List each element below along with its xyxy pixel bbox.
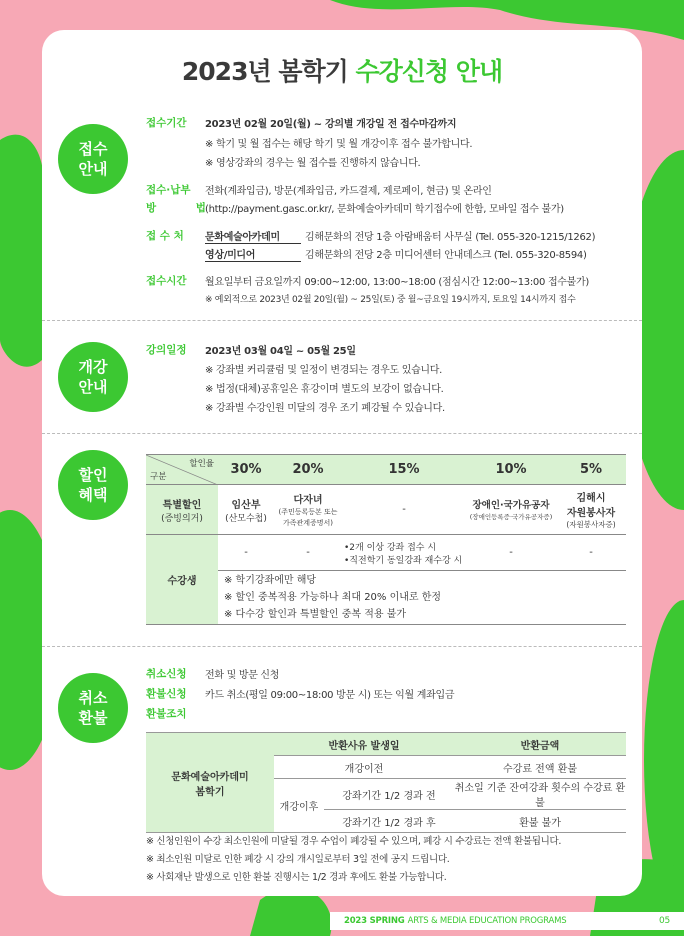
- badge-line1: 할인: [78, 466, 108, 484]
- divider: [42, 646, 642, 647]
- note: ※ 다수강 할인과 특별할인 중복 적용 불가: [224, 609, 407, 620]
- refund-note2: ※ 최소인원 미달로 인한 폐강 시 강의 개시일로부터 3일 전에 공지 드립니다.: [146, 854, 450, 865]
- place-name-1: 문화예술아카데미: [205, 232, 280, 243]
- place-name-2: 영상/미디어: [205, 250, 256, 261]
- rate-header: 10%: [466, 455, 556, 485]
- rate-header: 15%: [342, 455, 466, 485]
- schedule-note1: ※ 강좌별 커리큘럼 및 일정이 변경되는 경우도 있습니다.: [205, 365, 443, 376]
- place-desc-1: 김해문화의 전당 1층 아람배움터 사무실 (Tel. 055-320-1215/1262): [305, 232, 596, 243]
- row-label-text: 특별할인: [162, 499, 202, 511]
- cell-disabled: [466, 485, 556, 535]
- cell-sub: (주민등록등본 또는: [278, 508, 338, 516]
- discount-badge: [58, 450, 128, 520]
- refund-note1: ※ 신청인원이 수강 최소인원에 미달될 경우 수업이 폐강될 수 있으며, 폐강 시 수강료는 전액 환불됩니다.: [146, 836, 562, 847]
- badge-line1: 접수: [78, 140, 108, 158]
- cell-empty: -: [589, 547, 593, 558]
- cell-main: 다자녀: [293, 495, 323, 506]
- footer: [330, 912, 684, 930]
- label-method-2: 방 법: [146, 202, 224, 214]
- schedule-note3: ※ 강좌별 수강인원 미달의 경우 조기 폐강될 수 있습니다.: [205, 403, 445, 414]
- refund-note3: ※ 사회재난 발생으로 인한 환불 진행시는 1/2 경과 후에도 환불 가능합니다.: [146, 872, 447, 883]
- rate-header: 20%: [274, 455, 342, 485]
- cell-empty: -: [509, 547, 513, 558]
- label-refund-action: 환불조치: [146, 708, 187, 720]
- badge-line2: 안내: [78, 378, 108, 396]
- place-desc-2: 김해문화의 전당 2층 미디어센터 안내데스크 (Tel. 055-320-8594): [305, 250, 587, 261]
- amount-none: 환불 불가: [454, 810, 626, 833]
- reason-after-half: 강좌기간 1/2 경과 후: [324, 810, 454, 833]
- cell-sub: (장애인등록증·국가유공자증): [469, 513, 553, 521]
- cell-main: 임산부: [231, 499, 261, 511]
- refund-badge: [58, 673, 128, 743]
- discount-table: [146, 454, 626, 625]
- cell-main: 장애인·국가유공자: [472, 500, 550, 511]
- hours-note: ※ 예외적으로 2023년 02월 20일(월) ~ 25일(토) 중 월~금요일 19시까지, 토요일 14시까지 접수: [205, 295, 576, 305]
- row-label-student: 수강생: [146, 535, 218, 625]
- reason-before-half: 강좌기간 1/2 경과 전: [324, 779, 454, 810]
- page-number: 05: [658, 916, 670, 926]
- cell-empty: -: [306, 547, 310, 558]
- info-card: [42, 30, 642, 896]
- badge-line2: 안내: [78, 160, 108, 178]
- badge-line2: 혜택: [78, 486, 108, 504]
- discount-notes: [218, 571, 626, 625]
- cell-sub: (산모수첩): [225, 513, 267, 524]
- rate-header: 30%: [218, 455, 274, 485]
- registration-badge: [58, 124, 128, 194]
- period-note1: ※ 학기 및 월 접수는 해당 학기 및 월 개강이후 접수 불가합니다.: [205, 139, 473, 150]
- cell-empty: -: [244, 547, 248, 558]
- schedule-text: 2023년 03월 04일 ~ 05월 25일: [205, 346, 356, 357]
- method-text: 전화(계좌입금), 방문(계좌입금, 카드결제, 제로페이, 현금) 및 온라인: [205, 186, 492, 197]
- cell-volunteer: [556, 485, 626, 535]
- corner-top: 할인율: [189, 459, 214, 469]
- divider: [42, 320, 642, 321]
- title-main: 2023년 봄학기: [181, 57, 356, 86]
- label-refund-request: 환불신청: [146, 688, 187, 700]
- cancel-text: 전화 및 방문 신청: [205, 670, 280, 681]
- corner-bottom: 구분: [150, 472, 167, 482]
- badge-line2: 환불: [78, 709, 108, 727]
- course-badge: [58, 342, 128, 412]
- badge-line1: 취소: [78, 689, 108, 707]
- period-text: 2023년 02월 20일(월) ~ 강의별 개강일 전 접수마감까지: [205, 119, 457, 130]
- header-amount: 반환금액: [454, 733, 626, 756]
- note: ※ 할인 중복적용 가능하나 최대 20% 이내로 한정: [224, 592, 442, 603]
- row-label-sub: (증빙의거): [161, 513, 203, 524]
- hours-text: 월요일부터 금요일까지 09:00~12:00, 13:00~18:00 (점심시간 12:00~13:00 접수불가): [205, 277, 589, 288]
- corner-cell: [146, 455, 218, 485]
- method-url: (http://payment.gasc.or.kr/, 문화예술아카데미 학기접수에 한함, 모바일 접수 불가): [205, 204, 564, 215]
- label-hours: 접수시간: [146, 275, 187, 287]
- reason-before: 개강이전: [274, 756, 454, 779]
- cell-multi-course: [342, 535, 466, 571]
- footer-text: ARTS & MEDIA EDUCATION PROGRAMS: [407, 916, 567, 926]
- row-label-special: [146, 485, 218, 535]
- label-schedule: 강의일정: [146, 344, 187, 356]
- cell-line: •2개 이상 강좌 접수 시: [344, 542, 437, 553]
- cell-empty: -: [402, 504, 406, 515]
- divider: [42, 433, 642, 434]
- footer-bold: 2023 SPRING: [344, 916, 405, 926]
- side-line: 봄학기: [195, 786, 225, 798]
- header-reason: 반환사유 발생일: [274, 733, 454, 756]
- after-start-label: 개강이후: [274, 779, 324, 833]
- label-method-1: 접수·납부: [146, 184, 191, 196]
- refund-request-text: 카드 취소(평일 09:00~18:00 방문 시) 또는 익월 계좌입금: [205, 690, 455, 701]
- amount-partial: 취소일 기준 잔여강좌 횟수의 수강료 환불: [454, 779, 626, 810]
- cell-main: 김해시: [576, 493, 606, 504]
- rate-header: 5%: [556, 455, 626, 485]
- cell-sub: (자원봉사자증): [566, 520, 616, 529]
- cell-line: •직전학기 동일강좌 재수강 시: [344, 555, 463, 566]
- side-line: 문화예술아카데미: [171, 771, 249, 783]
- cell-sub: 가족관계증명서): [282, 519, 334, 527]
- refund-side-label: [146, 733, 274, 833]
- page-title: [42, 52, 642, 88]
- cell-multichild: [274, 485, 342, 535]
- period-note2: ※ 영상강좌의 경우는 월 접수를 진행하지 않습니다.: [205, 158, 421, 169]
- note: ※ 학기강좌에만 해당: [224, 575, 317, 586]
- refund-table: [146, 732, 626, 833]
- cell-pregnant: [218, 485, 274, 535]
- title-highlight: 수강신청 안내: [355, 57, 503, 86]
- label-period: 접수기간: [146, 117, 187, 129]
- cell-main: 자원봉사자: [566, 508, 616, 519]
- label-place: 접 수 처: [146, 230, 184, 242]
- schedule-note2: ※ 법정(대체)공휴일은 휴강이며 별도의 보강이 없습니다.: [205, 384, 444, 395]
- badge-line1: 개강: [78, 358, 108, 376]
- label-cancel: 취소신청: [146, 668, 187, 680]
- amount-full: 수강료 전액 환불: [454, 756, 626, 779]
